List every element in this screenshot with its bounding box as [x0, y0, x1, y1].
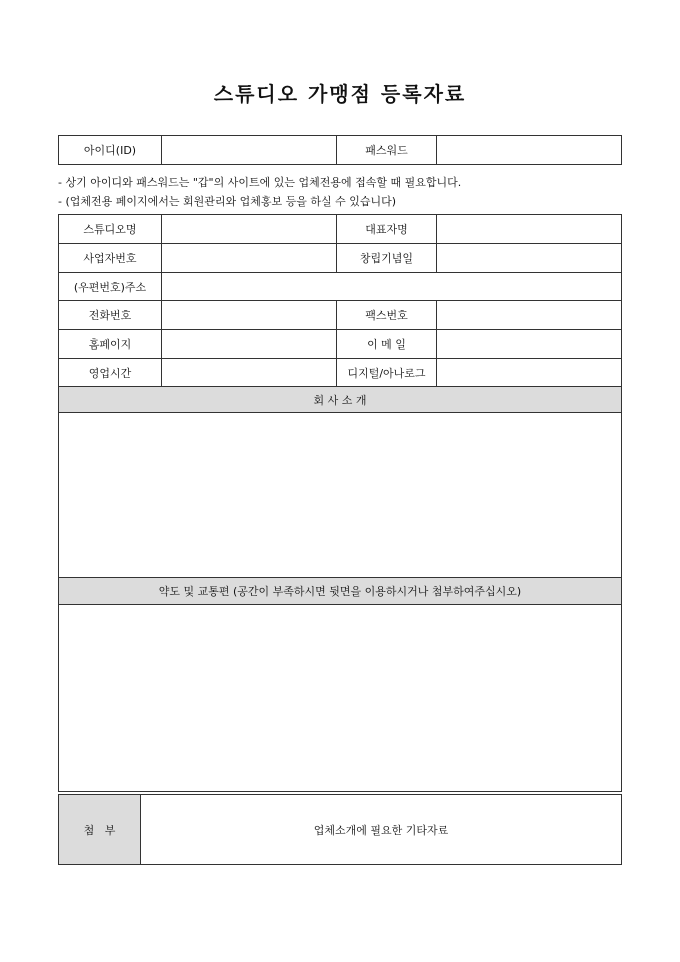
- id-field[interactable]: [162, 136, 337, 165]
- homepage-label: 홈페이지: [59, 330, 162, 359]
- attach-table: [58, 794, 622, 865]
- email-label: 이 메 일: [337, 330, 437, 359]
- info-table: [58, 214, 622, 792]
- studio-name-field[interactable]: [162, 215, 337, 244]
- homepage-field[interactable]: [162, 330, 337, 359]
- hours-field[interactable]: [162, 359, 337, 387]
- fax-field[interactable]: [437, 301, 622, 330]
- attach-text: 업체소개에 필요한 기타자료: [141, 795, 622, 865]
- address-field[interactable]: [162, 273, 622, 301]
- attach-label: 첨 부: [59, 795, 141, 865]
- digital-field[interactable]: [437, 359, 622, 387]
- password-field[interactable]: [437, 136, 622, 165]
- note-line-1: - 상기 아이디와 패스워드는 "갑"의 사이트에 있는 업체전용에 접속할 때 필요합니다.: [58, 176, 462, 189]
- digital-label: 디지털/아나로그: [337, 359, 437, 387]
- note-line-2: - (업체전용 페이지에서는 회원관리와 업체홍보 등을 하실 수 있습니다): [58, 195, 397, 208]
- biz-no-field[interactable]: [162, 244, 337, 273]
- intro-textarea[interactable]: [59, 413, 622, 578]
- phone-label: 전화번호: [59, 301, 162, 330]
- map-textarea[interactable]: [59, 605, 622, 792]
- phone-field[interactable]: [162, 301, 337, 330]
- founding-label: 창립기념일: [337, 244, 437, 273]
- founding-field[interactable]: [437, 244, 622, 273]
- email-field[interactable]: [437, 330, 622, 359]
- map-header: 약도 및 교통편 (공간이 부족하시면 뒷면을 이용하시거나 첨부하여주십시오): [59, 578, 622, 605]
- id-label: 아이디(ID): [59, 136, 162, 165]
- ceo-label: 대표자명: [337, 215, 437, 244]
- ceo-field[interactable]: [437, 215, 622, 244]
- address-label: (우편번호)주소: [59, 273, 162, 301]
- page-title: 스튜디오 가맹점 등록자료: [213, 82, 467, 106]
- login-table: [58, 135, 622, 165]
- password-label: 패스워드: [337, 136, 437, 165]
- studio-name-label: 스튜디오명: [59, 215, 162, 244]
- intro-header: 회 사 소 개: [59, 387, 622, 413]
- fax-label: 팩스번호: [337, 301, 437, 330]
- hours-label: 영업시간: [59, 359, 162, 387]
- biz-no-label: 사업자번호: [59, 244, 162, 273]
